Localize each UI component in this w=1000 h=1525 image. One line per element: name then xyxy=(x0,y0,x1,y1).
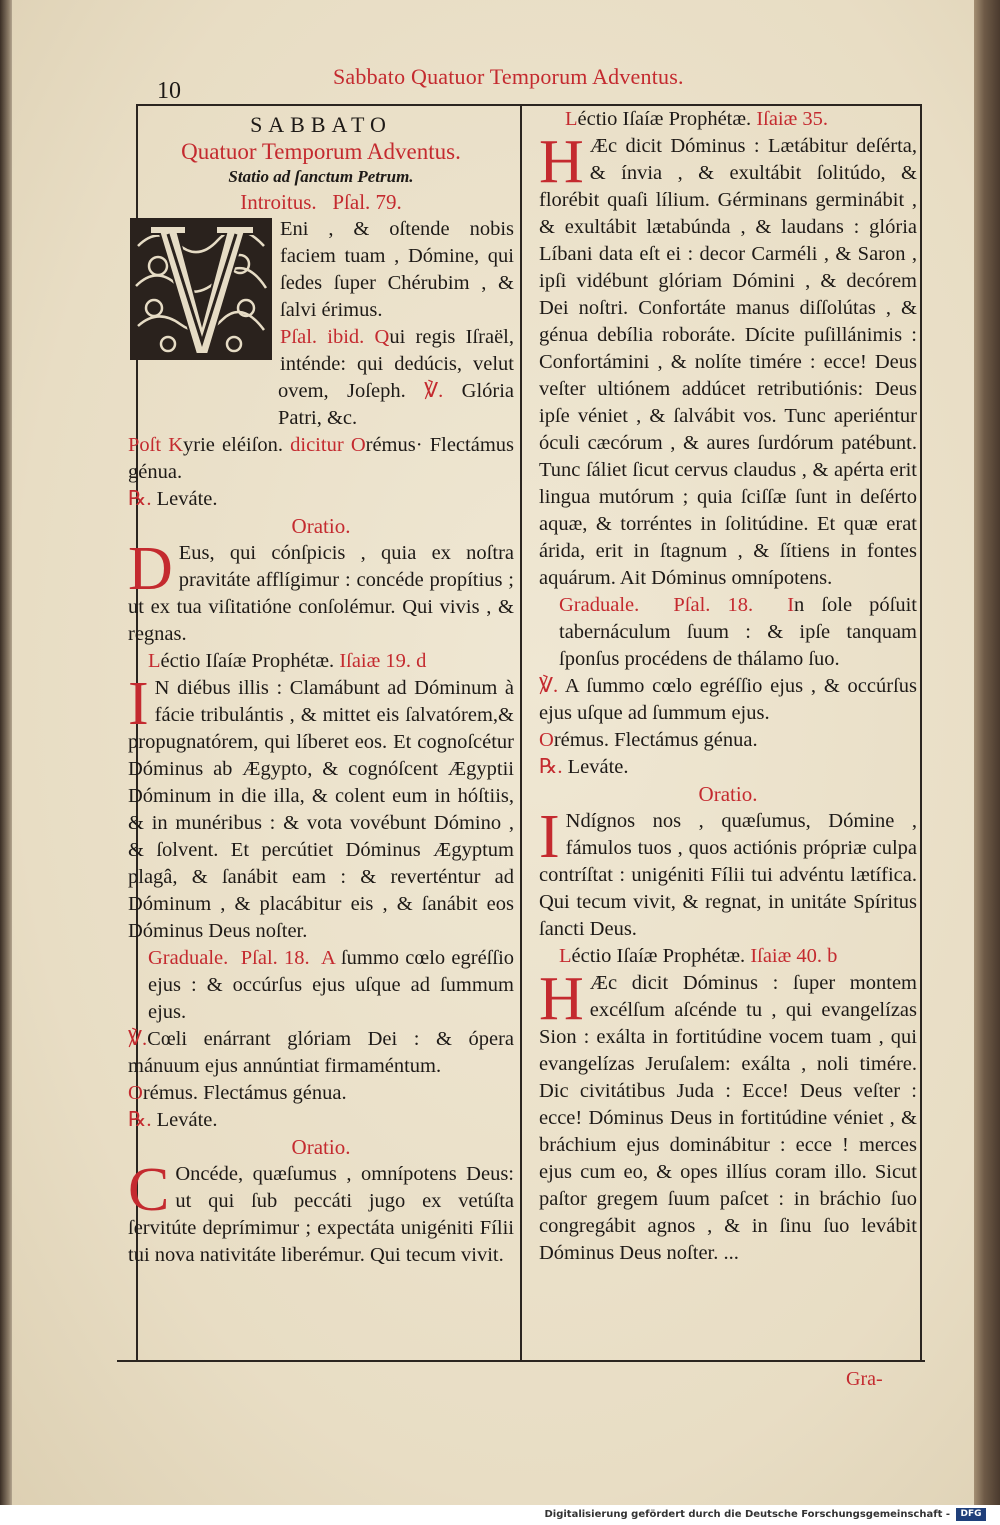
right-column xyxy=(539,106,917,1267)
right-rule xyxy=(920,104,922,1360)
oremus-initial: O xyxy=(128,1082,143,1104)
lectio-text: Æc dicit Dóminus : Lætábitur deſérta, & ínvia , & exultábit ſolitúdo, & florébit quaſi lílium. Gérminans germinábit , & exultábit lætabúnda , & laudans : glória Líbani data eſt ei : decor Carméli , & Saron , ipſi vidébunt glóriam Dómini , & decórem Dei noſtri. Confortáte manus diſſolútas , & génua debília roboráte. Dícite puſillánimis : Confortámini , & nolíte timére : ecce! Deus veſter ultiónem addúcet retributiónis: Deus ipſe véniet , & ſalvábit vos. Tunc aperiéntur óculi cæcórum , & aures ſurdórum patébunt. Tunc ſáliet ſicut cervus claudus , & apérta erit lingua mutórum ; quia ſciſſæ ſunt in deſérto aquæ, & torréntes in ſolitúdine. Et quæ erat árida, erit in ſtagnum , & ſítiens in fontes aquárum. Ait Dóminus omnípotens. xyxy=(539,135,917,589)
lectio-reference: Iſaiæ 40. b xyxy=(750,945,838,967)
response-mark: ℞. xyxy=(128,1109,152,1131)
levate-text: Leváte. xyxy=(156,1109,218,1131)
post-kyrie-text: yrie eléiſon. xyxy=(183,434,283,456)
statio-line: Statio ad ſanctum Petrum. xyxy=(228,167,414,186)
post-kyrie-rubric-2: dicitur O xyxy=(290,434,366,456)
graduale-text: n ſole póſuit tabernáculum ſuum : & ipſe tanquam ſponſus procédens de thálamo ſuo. xyxy=(559,594,918,670)
response-mark: ℞. xyxy=(539,756,563,778)
graduale-heading: Graduale. Pſal. 18. I xyxy=(559,594,795,616)
graduale-heading: Graduale. Pſal. 18. A xyxy=(148,947,335,969)
office-subtitle: Quatuor Temporum Adventus. xyxy=(181,139,461,164)
lectio-initial-l: L xyxy=(148,650,161,672)
introitus-text: Eni , & oſtende nobis faciem tuam , Dómine, qui ſedes ſuper Chérubim , & ſalvi érimus. xyxy=(280,218,514,321)
introitus-heading: Introitus. Pſal. 79. xyxy=(240,190,402,214)
oratio-initial: D xyxy=(128,535,173,603)
response-mark: ℞. xyxy=(128,488,152,510)
oratio-heading: Oratio. xyxy=(291,514,351,538)
decorated-initial-v-icon xyxy=(128,216,274,362)
bottom-rule xyxy=(117,1360,925,1362)
lectio-text: Æc dicit Dóminus : ſuper montem excélſum aſcénde tu , qui evangelízas Sion : exálta in fortitúdine vocem tuam , qui evangelízas Jeruſalem: exálta , noli timére. Dic civitátibus Juda : Ecce! Deus veſter : ecce! Dóminus Deus in fortitúdine véniet , & bráchium ejus dominábitur : ecce ! merces ejus cum eo, & opes illíus coram illo. Sicut paſtor gregem ſuum paſcet : in bráchio ſuo congregábit agnos , & in ſinu ſuo levábit Dóminus Deus noſter. ... xyxy=(539,972,917,1264)
post-kyrie-rubric-1: Poſt K xyxy=(128,434,184,456)
lectio-initial: I xyxy=(128,670,149,738)
oratio-initial: I xyxy=(539,803,560,871)
lectio-initial-l: L xyxy=(565,108,578,130)
oratio-initial: C xyxy=(128,1156,170,1224)
oratio-heading: Oratio. xyxy=(698,782,758,806)
introitus-block xyxy=(128,216,514,432)
graduale-text: ſummo cœlo egréſſio ejus : & occúrſus ejus uſque ad ſummum ejus. xyxy=(148,947,515,1023)
office-title: SABBATO xyxy=(250,112,392,137)
oratio-text: Oncéde, quæſumus , omnípotens Deus: ut qui ſub peccáti jugo ex vetúſta ſervitúte deprímimur ; expectáta unigéniti Fílii tui nova nativitáte liberémur. Qui tecum vivit. xyxy=(128,1163,514,1266)
coeli-text: Cœli enárrant glóriam Dei : & ópera mánuum ejus annúntiat firmaméntum. xyxy=(128,1028,514,1077)
versicle-mark: ℣. xyxy=(424,380,444,402)
lectio-heading: éctio Iſaíæ Prophétæ. xyxy=(160,650,335,672)
lectio-heading: éctio Iſaíæ Prophétæ. xyxy=(577,108,752,130)
left-column xyxy=(128,112,514,1269)
oremus-text: rémus. Flectámus génua. xyxy=(142,1082,347,1104)
psal-ibid-text: ui regis Iſraël, inténde: qui dedúcis, velut ovem, Joſeph. xyxy=(278,326,514,402)
oremus-text: rémus. Flectámus génua. xyxy=(553,729,758,751)
catchword: Gra- xyxy=(846,1368,883,1390)
psal-ibid-heading: Pſal. ibid. xyxy=(280,326,365,348)
book-binding xyxy=(974,0,1000,1505)
oremus-initial: O xyxy=(539,729,554,751)
footer-credit: Digitalisierung gefördert durch die Deutsche Forschungsgemeinschaft - xyxy=(544,1509,950,1520)
post-kyrie-oremus: rémus· xyxy=(365,434,423,456)
versicle-mark: ℣. xyxy=(539,675,559,697)
lectio-initial: H xyxy=(539,128,584,196)
levate-text: Leváte. xyxy=(156,488,218,510)
oratio-heading: Oratio. xyxy=(291,1135,351,1159)
running-head: Sabbato Quatuor Temporum Adventus. xyxy=(333,64,684,89)
oratio-text: Ndígnos nos , quæſumus, Dómine , fámulos tuos , quos actiónis própriæ culpa contríſtat : unigéniti Fílii tui advéntu lætífica. Qui tecum vivit, & regnat, in unitáte Spíritus ſancti Deus. xyxy=(539,810,917,940)
versicle-text: A ſummo cœlo egréſſio ejus , & occúrſus ejus uſque ad ſummum ejus. xyxy=(539,675,918,724)
gloria-text: Glória Patri, &c. xyxy=(278,380,515,429)
dfg-logo-icon: DFG xyxy=(956,1508,986,1521)
lectio-heading: éctio Iſaíæ Prophétæ. xyxy=(571,945,746,967)
column-divider xyxy=(520,104,522,1360)
oratio-text: Eus, qui cónſpicis , quia ex noſtra pravitáte afflígimur : concéde propítius ; ut ex tua viſitatióne conſolémur. Qui vivis , & regnas. xyxy=(128,542,514,645)
psal-ibid-initial: Q xyxy=(374,326,390,348)
lectio-reference: Iſaiæ 19. d xyxy=(339,650,427,672)
flectamus-text: Flectámus génua. xyxy=(128,434,514,483)
lectio-text: N diébus illis : Clamábunt ad Dóminum à fácie tribulántis , & mittet eis ſalvatórem,& propugnatórem, qui líberet eos. Et cognoſcétur Dóminus ab Ægypto, & cognóſcent Ægyptii Dóminum in die illa, & colent eum in hóſtiis, & in munéribus : & vota vovébunt Dómino , & ſolvent. Et percútiet Dóminus Ægyptum plagâ, & ſanábit eam : & reverténtur ad Dóminum , & placábitur eis , & ſanábit eos Dóminus Deus noſter. xyxy=(128,677,514,942)
lectio-initial: H xyxy=(539,965,584,1033)
page-number: 10 xyxy=(157,78,181,104)
lectio-reference: Iſaiæ 35. xyxy=(756,108,829,130)
levate-text: Leváte. xyxy=(567,756,629,778)
versicle-mark: ℣. xyxy=(128,1028,148,1050)
lectio-initial-l: L xyxy=(559,945,572,967)
